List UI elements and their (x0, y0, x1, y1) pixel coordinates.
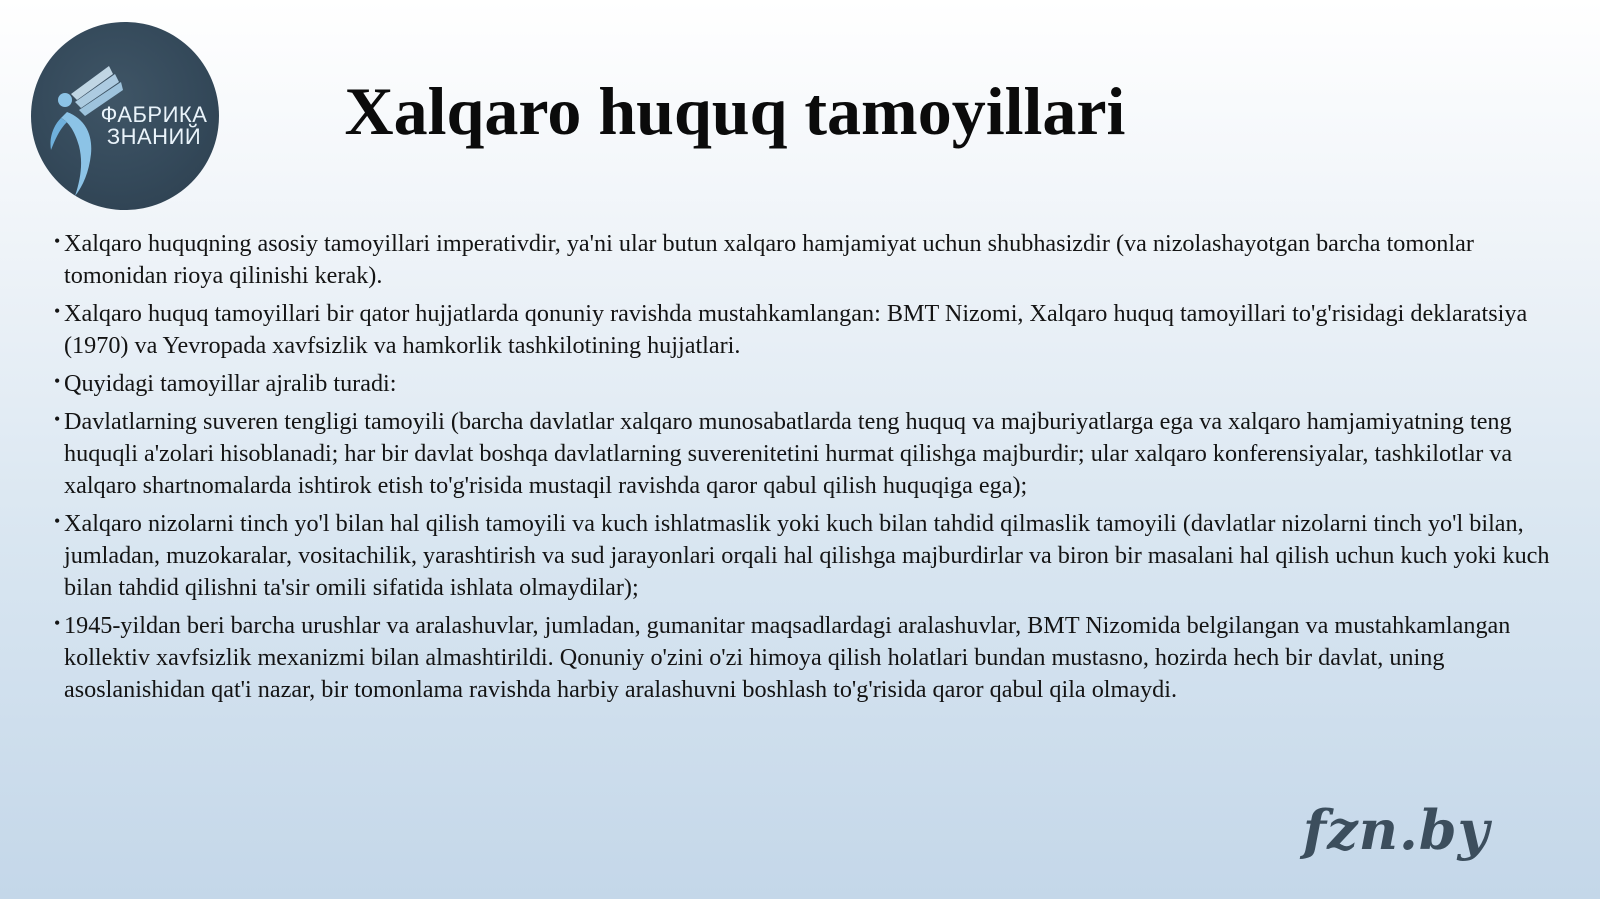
watermark-fzn-by: fzn.by (1302, 798, 1490, 862)
bullet-text: Xalqaro nizolarni tinch yo'l bilan hal qilish tamoyili va kuch ishlatmaslik yoki kuch bilan tahdid qilmaslik tamoyili (davlatlar nizolarni tinch yo'l bilan, jumladan, muzokaralar, vositachilik, yarashtirish va sud jarayonlari orqali hal qilishga majburdirlar va biron bir masalani hal qilish uchun kuch yoki kuch bilan tahdid qilishni ta'sir omili sifatida ishlata olmaydilar); (64, 510, 1550, 601)
bullet-dot-icon: • (54, 231, 61, 251)
bullet-item (54, 610, 1564, 706)
bullet-text: Quyidagi tamoyillar ajralib turadi: (64, 370, 397, 397)
bullet-text: Xalqaro huquq tamoyillari bir qator hujjatlarda qonuniy ravishda mustahkamlangan: BMT Nizomi, Xalqaro huquq tamoyillari to'g'risidagi deklaratsiya (1970) va Yevropada xavfsizlik va hamkorlik tashkilotining hujjatlari. (64, 300, 1528, 359)
logo-text-line2: ЗНАНИЙ (106, 124, 202, 149)
bullet-item (54, 406, 1564, 502)
bullet-list (54, 228, 1564, 712)
bullet-dot-icon: • (54, 613, 61, 633)
bullet-dot-icon: • (54, 409, 61, 429)
bullet-item (54, 368, 1564, 400)
bullet-item (54, 508, 1564, 604)
bullet-item (54, 228, 1564, 292)
bullet-dot-icon: • (54, 511, 61, 531)
logo-text-line1: ФАБРИКА (100, 102, 208, 127)
logo-fabrika-znaniy (31, 22, 219, 210)
bullet-text: Davlatlarning suveren tengligi tamoyili (barcha davlatlar xalqaro munosabatlarda teng huquq va majburiyatlarga ega va xalqaro hamjamiyatning teng huquqli a'zolari hisoblanadi; har bir davlat boshqa davlatlarning suverenitetini hurmat qilishga majburdir; ular xalqaro konferensiyalar, tashkilotlar va xalqaro shartnomalarda ishtirok etish to'g'risida mustaqil ravishda qaror qabul qilish huquqiga ega); (64, 408, 1513, 499)
bullet-text: 1945-yildan beri barcha urushlar va aralashuvlar, jumladan, gumanitar maqsadlardagi aralashuvlar, BMT Nizomida belgilangan va mustahkamlangan kollektiv xavfsizlik mexanizmi bilan almashtirildi. Qonuniy o'zini o'zi himoya qilish holatlari bundan mustasno, hozirda hech bir davlat, uning asoslanishidan qat'i nazar, bir tomonlama ravishda harbiy aralashuvni boshlash to'g'risida qaror qabul qila olmaydi. (64, 612, 1511, 703)
bullet-dot-icon: • (54, 371, 61, 391)
bullet-dot-icon: • (54, 301, 61, 321)
bullet-text: Xalqaro huquqning asosiy tamoyillari imperativdir, ya'ni ular butun xalqaro hamjamiyat uchun shubhasizdir (va nizolashayotgan barcha tomonlar tomonidan rioya qilinishi kerak). (64, 230, 1474, 289)
slide-title: Xalqaro huquq tamoyillari (344, 73, 1126, 149)
bullet-item (54, 298, 1564, 362)
